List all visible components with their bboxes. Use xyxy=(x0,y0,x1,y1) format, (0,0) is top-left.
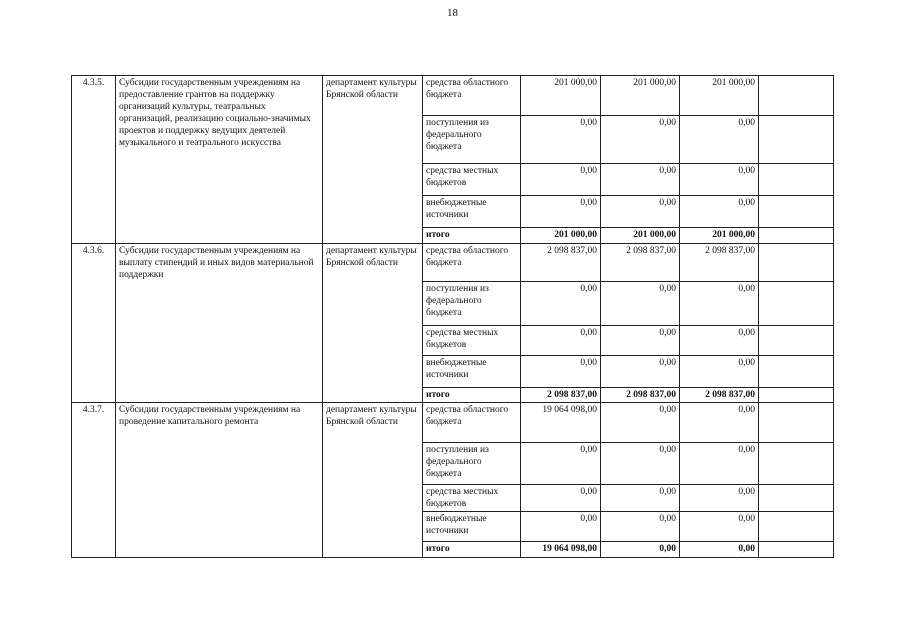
amount-v2: 0,00 xyxy=(601,512,680,542)
amount-v1: 19 064 098,00 xyxy=(521,403,601,443)
amount-v3: 0,00 xyxy=(680,485,759,512)
amount-v3: 0,00 xyxy=(680,542,759,558)
amount-v3: 0,00 xyxy=(680,403,759,443)
empty-cell xyxy=(759,485,834,512)
empty-cell xyxy=(759,403,834,443)
amount-v1: 0,00 xyxy=(521,164,601,196)
amount-v1: 0,00 xyxy=(521,116,601,164)
item-number: 4.3.7. xyxy=(72,403,116,558)
source-row xyxy=(72,244,834,282)
empty-cell xyxy=(759,196,834,228)
amount-v1: 0,00 xyxy=(521,512,601,542)
item-executor: департамент культуры Брянской области xyxy=(323,403,423,558)
funding-source-label: внебюджетные источники xyxy=(423,356,521,388)
amount-v2: 0,00 xyxy=(601,196,680,228)
amount-v1: 0,00 xyxy=(521,356,601,388)
amount-v3: 201 000,00 xyxy=(680,228,759,244)
amount-v3: 0,00 xyxy=(680,512,759,542)
amount-v3: 0,00 xyxy=(680,356,759,388)
amount-v3: 0,00 xyxy=(680,164,759,196)
amount-v2: 201 000,00 xyxy=(601,228,680,244)
amount-v1: 0,00 xyxy=(521,326,601,356)
item-number: 4.3.6. xyxy=(72,244,116,403)
empty-cell xyxy=(759,164,834,196)
item-title: Субсидии государственным учреждениям на выплату стипендий и иных видов материальной поддержки xyxy=(116,244,323,403)
funding-source-label: внебюджетные источники xyxy=(423,196,521,228)
funding-source-label: средства областного бюджета xyxy=(423,403,521,443)
amount-v2: 0,00 xyxy=(601,356,680,388)
item-executor: департамент культуры Брянской области xyxy=(323,244,423,403)
funding-source-label: средства областного бюджета xyxy=(423,76,521,116)
funding-source-label: средства областного бюджета xyxy=(423,244,521,282)
amount-v1: 19 064 098,00 xyxy=(521,542,601,558)
amount-v1: 0,00 xyxy=(521,282,601,326)
amount-v3: 0,00 xyxy=(680,116,759,164)
empty-cell xyxy=(759,76,834,116)
amount-v1: 201 000,00 xyxy=(521,228,601,244)
funding-source-label: поступления из федерального бюджета xyxy=(423,116,521,164)
funding-source-label: средства местных бюджетов xyxy=(423,485,521,512)
amount-v2: 0,00 xyxy=(601,164,680,196)
amount-v2: 0,00 xyxy=(601,485,680,512)
item-title: Субсидии государственным учреждениям на проведение капитального ремонта xyxy=(116,403,323,558)
amount-v2: 0,00 xyxy=(601,542,680,558)
item-title: Субсидии государственным учреждениям на предоставление грантов на поддержку организаций культуры, театральных организаций, реализацию социально-значимых проектов и поддержку ведущих деятелей музыкального и театрального искусства xyxy=(116,76,323,244)
funding-source-label: итого xyxy=(423,542,521,558)
amount-v2: 2 098 837,00 xyxy=(601,244,680,282)
empty-cell xyxy=(759,326,834,356)
funding-source-label: поступления из федерального бюджета xyxy=(423,443,521,485)
empty-cell xyxy=(759,282,834,326)
amount-v3: 0,00 xyxy=(680,326,759,356)
source-row xyxy=(72,403,834,443)
funding-source-label: средства местных бюджетов xyxy=(423,326,521,356)
empty-cell xyxy=(759,356,834,388)
empty-cell xyxy=(759,116,834,164)
page-number: 18 xyxy=(447,7,458,19)
amount-v2: 0,00 xyxy=(601,403,680,443)
empty-cell xyxy=(759,542,834,558)
amount-v2: 0,00 xyxy=(601,116,680,164)
amount-v1: 0,00 xyxy=(521,485,601,512)
item-number: 4.3.5. xyxy=(72,76,116,244)
amount-v3: 2 098 837,00 xyxy=(680,244,759,282)
amount-v1: 2 098 837,00 xyxy=(521,388,601,403)
amount-v3: 2 098 837,00 xyxy=(680,388,759,403)
amount-v3: 201 000,00 xyxy=(680,76,759,116)
amount-v1: 0,00 xyxy=(521,196,601,228)
amount-v1: 201 000,00 xyxy=(521,76,601,116)
amount-v2: 201 000,00 xyxy=(601,76,680,116)
amount-v3: 0,00 xyxy=(680,282,759,326)
funding-source-label: итого xyxy=(423,228,521,244)
amount-v2: 0,00 xyxy=(601,326,680,356)
empty-cell xyxy=(759,244,834,282)
amount-v3: 0,00 xyxy=(680,196,759,228)
amount-v2: 2 098 837,00 xyxy=(601,388,680,403)
funding-source-label: внебюджетные источники xyxy=(423,512,521,542)
funding-source-label: средства местных бюджетов xyxy=(423,164,521,196)
amount-v1: 0,00 xyxy=(521,443,601,485)
amount-v2: 0,00 xyxy=(601,282,680,326)
empty-cell xyxy=(759,512,834,542)
empty-cell xyxy=(759,228,834,244)
empty-cell xyxy=(759,388,834,403)
budget-table xyxy=(71,75,834,558)
amount-v3: 0,00 xyxy=(680,443,759,485)
amount-v1: 2 098 837,00 xyxy=(521,244,601,282)
funding-source-label: поступления из федерального бюджета xyxy=(423,282,521,326)
amount-v2: 0,00 xyxy=(601,443,680,485)
item-executor: департамент культуры Брянской области xyxy=(323,76,423,244)
source-row xyxy=(72,76,834,116)
empty-cell xyxy=(759,443,834,485)
funding-source-label: итого xyxy=(423,388,521,403)
